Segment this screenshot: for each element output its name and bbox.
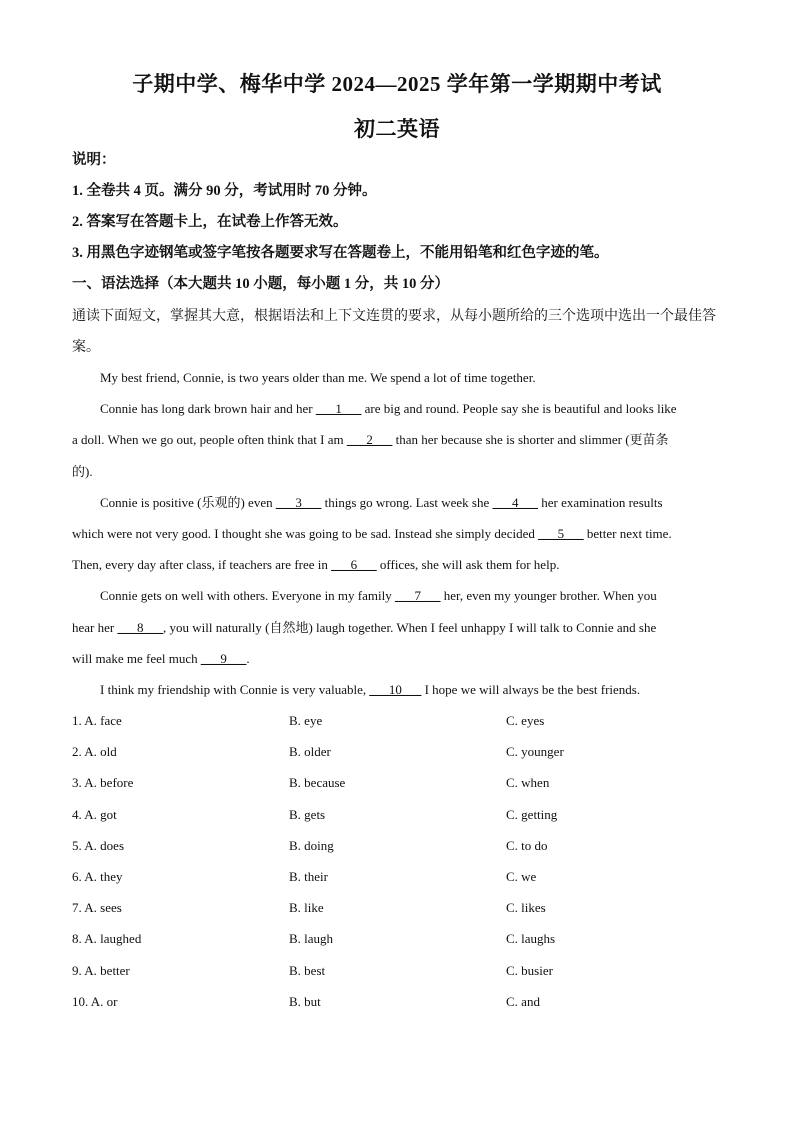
option-5-c: C. to do: [506, 838, 548, 853]
passage-text: which were not very good. I thought she was going to be sad. Instead she simply decided: [72, 526, 539, 541]
passage-text: I think my friendship with Connie is very valuable,: [100, 682, 370, 697]
option-4-b: B. gets: [289, 807, 326, 822]
option-3-a: 3. A. before: [72, 775, 134, 790]
exam-subtitle: 初二英语: [354, 117, 440, 141]
answer-blank-6: ___6___: [331, 557, 377, 572]
passage-text: better next time.: [583, 526, 672, 541]
option-3-b: B. because: [289, 775, 346, 790]
option-10-c: C. and: [506, 994, 540, 1009]
passage-text: Then, every day after class, if teachers are free in: [72, 557, 332, 572]
option-5-a: 5. A. does: [72, 838, 124, 853]
passage-text: her examination results: [537, 495, 663, 510]
option-4-c: C. getting: [506, 807, 558, 822]
passage-text: , you will naturally (自然地) laugh together. When I feel unhappy I will talk to Connie and she: [162, 620, 657, 635]
option-8-c: C. laughs: [506, 931, 556, 946]
passage-text: Connie is positive (乐观的) even: [100, 495, 276, 510]
passage-paragraph-3: [100, 494, 732, 512]
option-1-a: 1. A. face: [72, 713, 122, 728]
passage-line: [72, 556, 732, 574]
option-7-b: B. like: [289, 900, 324, 915]
option-9-b: B. best: [289, 963, 326, 978]
option-2-b: B. older: [289, 744, 331, 759]
passage-paragraph-1: [100, 369, 732, 387]
passage-text: Connie gets on well with others. Everyone in my family: [100, 588, 395, 603]
option-1-c: C. eyes: [506, 713, 545, 728]
passage-line: [72, 431, 732, 449]
passage-text: My best friend, Connie, is two years older than me. We spend a lot of time together.: [100, 370, 536, 385]
passage-text: 的).: [72, 464, 93, 479]
passage-text: .: [246, 651, 250, 666]
option-6-a: 6. A. they: [72, 869, 123, 884]
passage-text: hear her: [72, 620, 118, 635]
answer-blank-8: ___8___: [117, 620, 163, 635]
passage-text: are big and round. People say she is beautiful and looks like: [361, 401, 677, 416]
option-10-a: 10. A. or: [72, 994, 118, 1009]
option-2-c: C. younger: [506, 744, 564, 759]
passage-line: [72, 619, 732, 637]
option-2-a: 2. A. old: [72, 744, 117, 759]
answer-blank-5: ___5___: [538, 526, 584, 541]
passage-line: [72, 463, 732, 481]
directions-line-1: 通读下面短文，掌握其大意，根据语法和上下文连贯的要求，从每小题所给的三个选项中选出一个最佳答: [72, 309, 716, 324]
option-1-b: B. eye: [289, 713, 323, 728]
passage-text: things go wrong. Last week she: [321, 495, 493, 510]
instruction-item-1: 1. 全卷共 4 页。满分 90 分，考试用时 70 分钟。: [72, 183, 377, 199]
passage-line: [72, 650, 732, 668]
instruction-item-3: 3. 用黑色字迹钢笔或签字笔按各题要求写在答题卷上，不能用铅笔和红色字迹的笔。: [72, 245, 609, 261]
passage-text: her, even my younger brother. When you: [440, 588, 657, 603]
answer-blank-4: ___4___: [492, 495, 538, 510]
passage-text: Connie has long dark brown hair and her: [100, 401, 316, 416]
option-8-b: B. laugh: [289, 931, 334, 946]
option-7-a: 7. A. sees: [72, 900, 122, 915]
option-6-c: C. we: [506, 869, 537, 884]
instruction-item-2: 2. 答案写在答题卡上，在试卷上作答无效。: [72, 214, 348, 230]
exam-title: 子期中学、梅华中学 2024—2025 学年第一学期期中考试: [132, 72, 662, 96]
passage-text: a doll. When we go out, people often think that I am: [72, 432, 347, 447]
answer-blank-3: ___3___: [275, 495, 322, 510]
instructions-heading: 说明：: [72, 152, 116, 168]
passage-text: I hope we will always be the best friends.: [421, 682, 641, 697]
passage-paragraph-4: [100, 587, 732, 605]
answer-blank-1: ___1___: [315, 401, 362, 416]
option-10-b: B. but: [289, 994, 321, 1009]
option-5-b: B. doing: [289, 838, 334, 853]
passage-paragraph-2: [100, 400, 732, 418]
passage-paragraph-5: [100, 681, 732, 699]
answer-blank-9: ___9___: [200, 651, 247, 666]
section-heading: 一、语法选择（本大题共 10 小题，每小题 1 分，共 10 分）: [72, 276, 449, 292]
passage-line: [72, 525, 732, 543]
option-8-a: 8. A. laughed: [72, 931, 142, 946]
option-7-c: C. likes: [506, 900, 546, 915]
option-3-c: C. when: [506, 775, 550, 790]
passage-text: offices, she will ask them for help.: [376, 557, 560, 572]
option-9-c: C. busier: [506, 963, 553, 978]
passage-text: will make me feel much: [72, 651, 201, 666]
directions-line-2: 案。: [72, 340, 100, 355]
passage-text: than her because she is shorter and slimmer (更苗条: [392, 432, 669, 447]
answer-blank-7: ___7___: [394, 588, 441, 603]
answer-blank-2: ___2___: [346, 432, 393, 447]
option-4-a: 4. A. got: [72, 807, 117, 822]
option-9-a: 9. A. better: [72, 963, 130, 978]
answer-blank-10: ___10___: [369, 682, 422, 697]
option-6-b: B. their: [289, 869, 328, 884]
